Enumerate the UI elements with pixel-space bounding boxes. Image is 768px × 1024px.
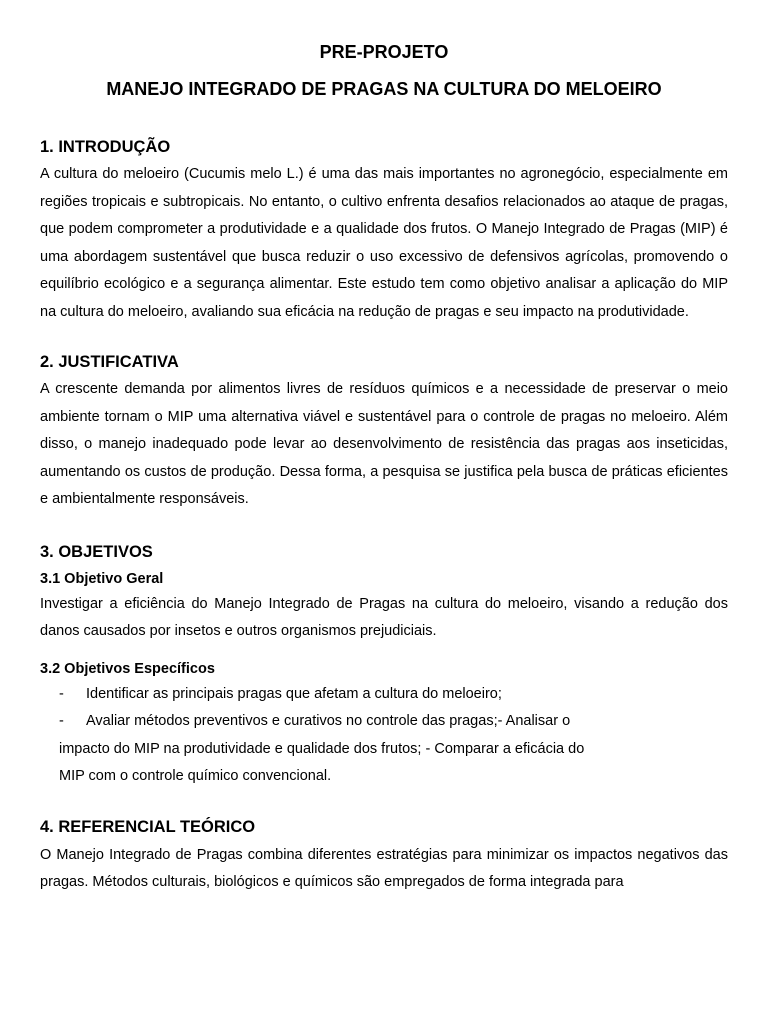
objetivo-geral-heading: 3.1 Objetivo Geral [40, 570, 164, 587]
objetivos-especificos-heading: 3.2 Objetivos Específicos [40, 660, 215, 677]
list-continuation-line: MIP com o controle químico convencional. [59, 768, 332, 784]
list-item [40, 681, 728, 709]
intro-paragraph: A cultura do meloeiro (Cucumis melo L.) é uma das mais importantes no agronegócio, especialmente em regiões tropicais e subtropicais. No entanto, o cultivo enfrenta desafios relacionados ao ataque de pragas, que podem comprometer a produtividade e a qualidade dos frutos. O Manejo Integrado de Pragas (MIP) é uma abordagem sustentável que busca reduzir o uso excessivo de defensivos agrícolas, promovendo o equilíbrio ecológico e a segurança alimentar. Este estudo tem como objetivo analisar a aplicação do MIP na cultura do meloeiro, avaliando sua eficácia na redução de pragas e seu impacto na produtividade. [40, 166, 728, 320]
objetivo-geral-paragraph: Investigar a eficiência do Manejo Integrado de Pragas na cultura do meloeiro, visando a redução dos danos causados por insetos e outros organismos prejudiciais. [40, 595, 728, 639]
justificativa-paragraph: A crescente demanda por alimentos livres de resíduos químicos e a necessidade de preservar o meio ambiente tornam o MIP uma alternativa viável e sustentável para o controle de pragas no meloeiro. Além disso, o manejo inadequado pode levar ao desenvolvimento de resistência das pragas aos inseticidas, aumentando os custos de produção. Dessa forma, a pesquisa se justifica pela busca de práticas eficientes e ambientalmente responsáveis. [40, 381, 728, 507]
document-title: PRE-PROJETO [319, 42, 449, 62]
list-dash: - [59, 713, 64, 729]
referencial-paragraph: O Manejo Integrado de Pragas combina diferentes estratégias para minimizar os impactos negativos das pragas. Métodos culturais, biológicos e químicos são empregados de forma integrada para [40, 846, 728, 890]
list-dash: - [59, 685, 64, 702]
justificativa-heading: 2. JUSTIFICATIVA [40, 353, 179, 371]
intro-heading: 1. INTRODUÇÃO [40, 138, 171, 156]
list-item-text: Avaliar métodos preventivos e curativos no controle das pragas;- Analisar o [86, 713, 571, 729]
referencial-heading: 4. REFERENCIAL TEÓRICO [40, 817, 256, 836]
document-subtitle: MANEJO INTEGRADO DE PRAGAS NA CULTURA DO MELOEIRO [106, 79, 662, 99]
list-continuation-line: impacto do MIP na produtividade e qualidade dos frutos; - Comparar a eficácia do [59, 740, 585, 757]
objetivos-heading: 3. OBJETIVOS [40, 542, 153, 561]
objetivos-especificos-list [40, 681, 728, 736]
document-page [40, 38, 728, 897]
list-item-text: Identificar as principais pragas que afetam a cultura do meloeiro; [86, 685, 502, 702]
list-item [40, 708, 728, 736]
